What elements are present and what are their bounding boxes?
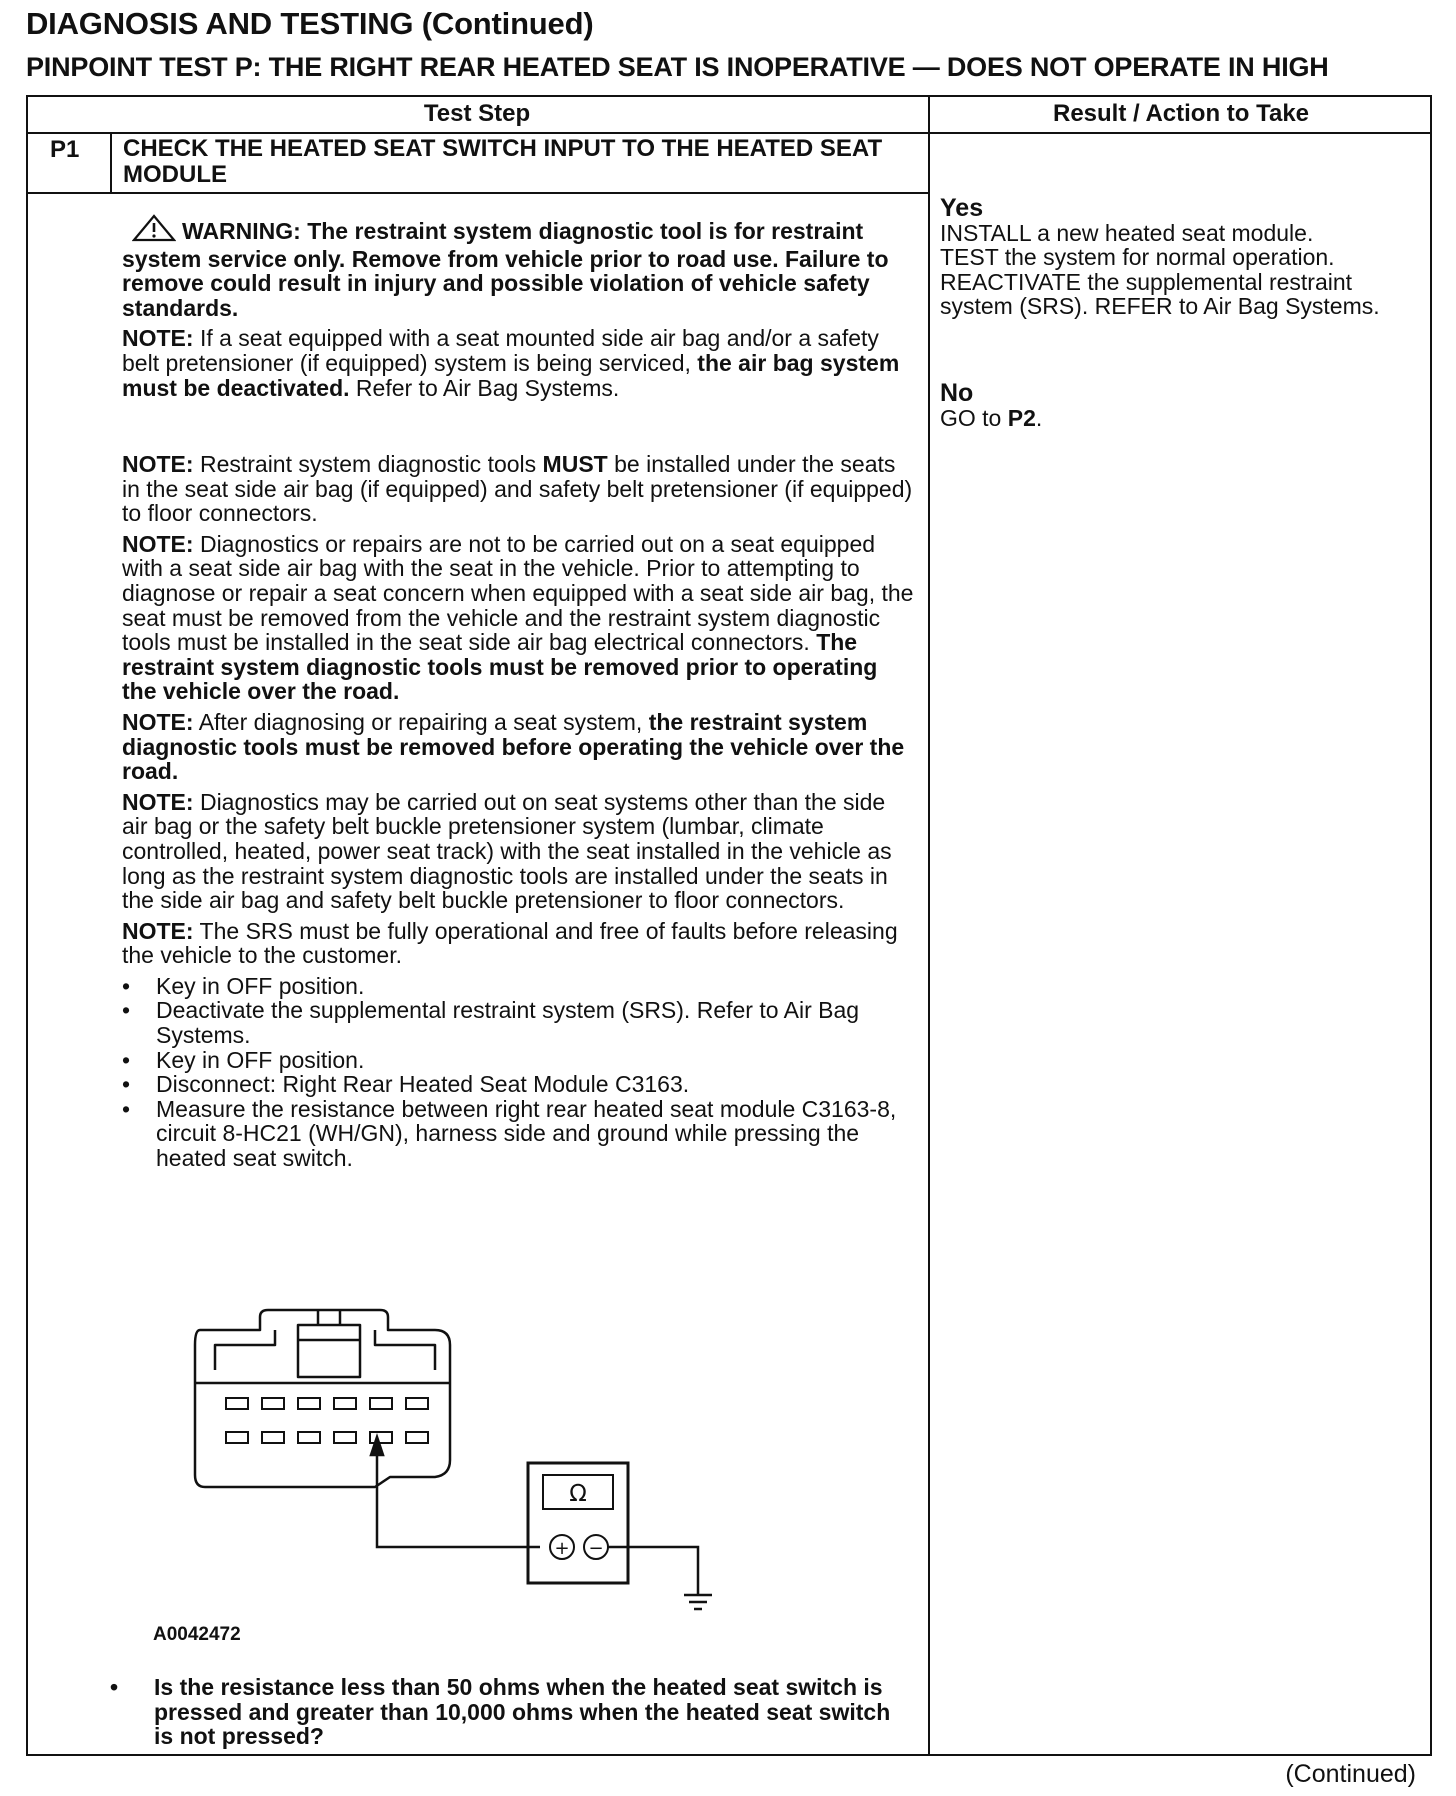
figure-caption: A0042472: [153, 1624, 241, 1645]
column-divider: [928, 95, 930, 1756]
step-id-divider: [110, 132, 112, 192]
note-4: [122, 710, 917, 784]
note-3-text-b: The restraint system diagnostic tools must be removed prior to operating the vehicle over the road.: [122, 629, 878, 705]
continued-label: (Continued): [1285, 1760, 1416, 1788]
yes-label: Yes: [940, 194, 984, 222]
connector-latch: [298, 1325, 360, 1377]
note-label: NOTE:: [122, 788, 194, 815]
connector-pins: [226, 1398, 428, 1443]
result-yes: [940, 196, 1435, 319]
meter-symbol: Ω: [569, 1481, 587, 1507]
test-lead: [371, 1437, 540, 1547]
list-item: • Deactivate the supplemental restraint system (SRS). Refer to Air Bag Systems.: [122, 998, 917, 1047]
note-5-text: Diagnostics may be carried out on seat systems other than the side air bag or the safety belt buckle pretensioner system (lumbar, climate controlled, heated, power seat track) with the seat installed in the vehicle as long as the restraint system diagnostic tools are installed under the seats in the side air bag and safety belt buckle pretensioner to floor connectors.: [122, 788, 892, 914]
yes-line: REACTIVATE the supplemental restraint: [940, 268, 1353, 295]
note-6-text: The SRS must be fully operational and free of faults before releasing the vehicle to the customer.: [122, 917, 898, 969]
no-prefix: GO to: [940, 404, 1002, 431]
yes-line: INSTALL a new heated seat module.: [940, 219, 1314, 246]
header-row-divider: [26, 132, 1432, 134]
note-3: [122, 532, 917, 704]
result-no: [940, 381, 1435, 430]
yes-line: TEST the system for normal operation.: [940, 244, 1335, 271]
header-result: Result / Action to Take: [1052, 100, 1310, 127]
next-step-link[interactable]: P2: [1007, 404, 1036, 431]
note-4-text-a: After diagnosing or repairing a seat system,: [198, 708, 643, 735]
question-bullet: •: [110, 1674, 119, 1700]
note-1-text-c: Refer to Air Bag Systems.: [355, 374, 620, 401]
ground-lead: [608, 1547, 712, 1609]
note-label: NOTE:: [122, 530, 194, 557]
page-title: DIAGNOSIS AND TESTING (Continued): [26, 6, 594, 41]
header-test-step: Test Step: [423, 100, 531, 127]
note-3-text-a: Diagnostics or repairs are not to be carried out on a seat equipped with a seat side air bag with the seat in the vehicle. Prior to attempting to diagnose or repair a seat concern when equipped with a seat side air bag, the seat must be removed from the vehicle and the restraint system diagnostic tools must be installed in the seat side air bag electrical connectors.: [122, 530, 914, 656]
step-title-divider: [26, 192, 930, 194]
pinpoint-test-title: PINPOINT TEST P: THE RIGHT REAR HEATED SEAT IS INOPERATIVE — DOES NOT OPERATE IN HIGH: [26, 52, 1329, 82]
step-id: P1: [50, 136, 80, 163]
note-label: NOTE:: [122, 451, 194, 477]
meter-minus: −: [588, 1538, 604, 1559]
note-1-text-a: If a seat equipped with a seat mounted side air bag and/or a safety belt pretensioner (if equipped) system is being serviced,: [122, 325, 879, 376]
list-item: • Disconnect: Right Rear Heated Seat Module C3163.: [122, 1072, 917, 1097]
note-2-text-a: Restraint system diagnostic tools: [199, 451, 537, 477]
no-label: No: [940, 379, 974, 407]
note-label: NOTE:: [122, 917, 194, 944]
yes-line: system (SRS). REFER to Air Bag Systems.: [940, 293, 1380, 320]
warning-text: WARNING: The restraint system diagnostic tool is for restraint system service only. Remove from vehicle prior to road use. Failure to remove could result in injury and possible violation of vehicle safety standards.: [122, 218, 889, 321]
connector-ohmmeter-diagram: [150, 1305, 810, 1635]
step-title: CHECK THE HEATED SEAT SWITCH INPUT TO THE HEATED SEAT MODULE: [123, 135, 883, 188]
note-label: NOTE:: [122, 325, 194, 352]
ohmmeter-icon: [528, 1463, 628, 1583]
no-suffix: .: [1035, 404, 1043, 431]
note-2-must: MUST: [542, 451, 608, 477]
connector-inner-contour: [215, 1330, 435, 1370]
list-item: • Measure the resistance between right rear heated seat module C3163-8, circuit 8-HC21 (WH/GN), harness side and ground while pressing the heated seat switch.: [122, 1097, 917, 1171]
question-text: Is the resistance less than 50 ohms when the heated seat switch is pressed and greater than 10,000 ohms when the heated seat switch is not pressed?: [154, 1674, 891, 1750]
note-4-text-b: the restraint system diagnostic tools must be removed before operating the vehicle over the road.: [122, 708, 905, 785]
note-5: [122, 790, 917, 913]
no-action: [940, 406, 1435, 431]
test-question: [110, 1675, 910, 1749]
warning-paragraph: [122, 214, 917, 320]
warning-triangle-icon: [132, 214, 176, 247]
list-item: • Key in OFF position.: [122, 1048, 917, 1073]
note-label: NOTE:: [122, 708, 194, 735]
meter-plus: +: [554, 1538, 570, 1559]
test-step-body: [122, 214, 917, 406]
note-1-text-b: the air bag system must be deactivated.: [122, 349, 900, 401]
note-6: [122, 919, 917, 968]
note-2-text-b: be installed under the seats in the seat side air bag (if equipped) and safety belt pretensioner (if equipped) to floor connectors.: [122, 451, 913, 527]
list-item: • Key in OFF position.: [122, 974, 917, 999]
procedure-list: [122, 974, 917, 1171]
note-2: [122, 452, 917, 526]
test-step-notes: [122, 452, 917, 1171]
note-1: [122, 326, 917, 400]
